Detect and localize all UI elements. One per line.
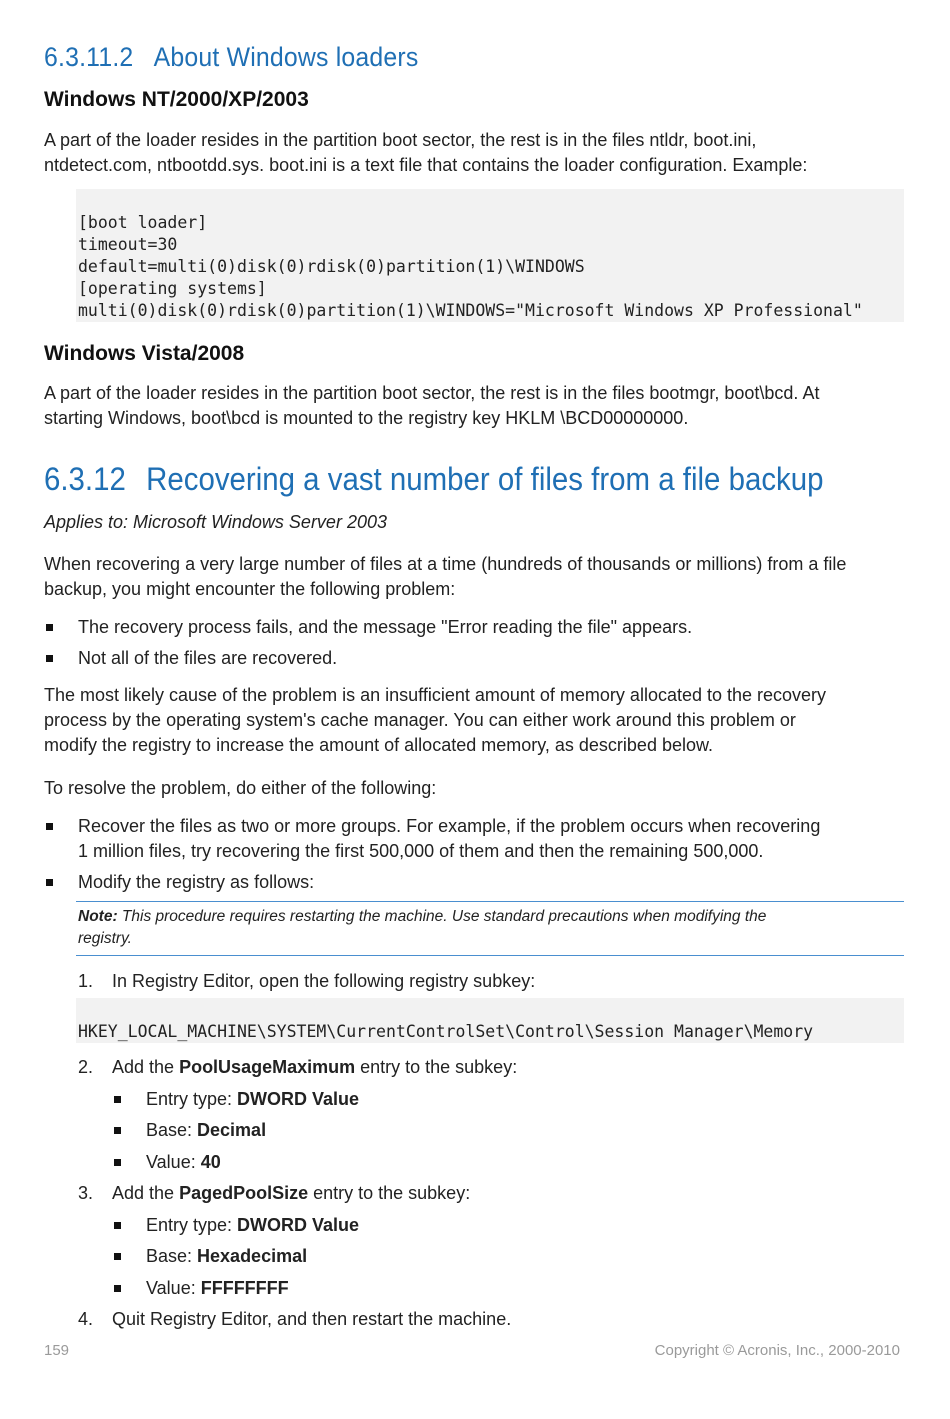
item-label: Base: (146, 1120, 198, 1140)
item-value: DWORD Value (237, 1089, 360, 1109)
section-heading-6-3-11-2 (44, 42, 418, 73)
list-item-text (146, 1150, 221, 1175)
resolve-intro: To resolve the problem, do either of the following: (44, 778, 437, 798)
step-text-part: Add the (112, 1057, 180, 1077)
step-text (112, 1181, 470, 1206)
code-line: multi(0)disk(0)rdisk(0)partition(1)\WINDOWS="Microsoft Windows XP Professional" (78, 301, 863, 320)
list-item (44, 814, 904, 864)
note-label: Note: (78, 908, 118, 925)
item-label: Entry type: (146, 1089, 238, 1109)
step-text: In Registry Editor, open the following registry subkey: (112, 971, 536, 991)
item-value: DWORD Value (237, 1215, 360, 1235)
bullet-icon (46, 624, 53, 631)
item-label: Base: (146, 1246, 198, 1266)
item-value: Hexadecimal (197, 1246, 308, 1266)
item-label: Value: (146, 1152, 201, 1172)
list-item-text: The recovery process fails, and the message "Error reading the file" appears. (78, 617, 693, 637)
bullet-icon (114, 1222, 121, 1229)
list-item-text (146, 1276, 289, 1301)
list-item-text (146, 1118, 266, 1143)
step-text (112, 1055, 517, 1080)
item-value: 40 (200, 1152, 221, 1172)
cause-paragraph (44, 683, 906, 758)
code-line: [boot loader] (78, 213, 208, 232)
step-text-part: entry to the subkey: (355, 1057, 518, 1077)
bullet-icon (114, 1159, 121, 1166)
bullet-icon (46, 823, 53, 830)
step-text-part: entry to the subkey: (308, 1183, 471, 1203)
code-line: [operating systems] (78, 279, 267, 298)
vista-paragraph (44, 381, 906, 431)
bullet-icon (114, 1096, 121, 1103)
step-text: Quit Registry Editor, and then restart the machine. (112, 1309, 512, 1329)
cause-line: The most likely cause of the problem is an insufficient amount of memory allocated to the recovery (44, 685, 827, 705)
step-number: 1. (78, 971, 94, 991)
nt-paragraph-line: ntdetect.com, ntbootdd.sys. boot.ini is a text file that contains the loader configuration. Example: (44, 155, 808, 175)
list-item-text (146, 1213, 359, 1238)
list-item-text: Not all of the files are recovered. (78, 648, 338, 668)
page-number: 159 (44, 1342, 70, 1359)
intro-line: When recovering a very large number of files at a time (hundreds of thousands or millions) from a file (44, 554, 847, 574)
option1-line: 1 million files, try recovering the first 500,000 of them and then the remaining 500,000. (78, 841, 764, 861)
item-value: Decimal (197, 1120, 267, 1140)
registry-key-code-block (76, 998, 904, 1043)
item-label: Value: (146, 1278, 201, 1298)
step-number: 4. (78, 1309, 94, 1329)
option1-line: Recover the files as two or more groups. For example, if the problem occurs when recovering (78, 816, 821, 836)
intro-paragraph (44, 552, 906, 602)
step-number: 2. (78, 1057, 94, 1077)
item-value: FFFFFFFF (200, 1278, 289, 1298)
vista-paragraph-line: starting Windows, boot\bcd is mounted to the registry key HKLM \BCD00000000. (44, 408, 689, 428)
copyright: Copyright © Acronis, Inc., 2000-2010 (654, 1342, 900, 1359)
applies-to: Applies to: Microsoft Windows Server 2003 (44, 512, 387, 532)
code-line: default=multi(0)disk(0)rdisk(0)partition(1)\WINDOWS (78, 257, 585, 276)
intro-line: backup, you might encounter the following problem: (44, 579, 456, 599)
step-number: 3. (78, 1183, 94, 1203)
bullet-icon (114, 1253, 121, 1260)
entry-name: PoolUsageMaximum (179, 1057, 356, 1077)
step-text-part: Add the (112, 1183, 180, 1203)
section-title: Recovering a vast number of files from a file backup (146, 461, 824, 497)
note-line: registry. (78, 930, 132, 947)
note-line: This procedure requires restarting the machine. Use standard precautions when modifying the (117, 908, 767, 925)
nt-heading: Windows NT/2000/XP/2003 (44, 88, 309, 111)
nt-paragraph (44, 128, 906, 178)
note-box (76, 901, 904, 956)
code-line: HKEY_LOCAL_MACHINE\SYSTEM\CurrentControlSet\Control\Session Manager\Memory (78, 1022, 814, 1041)
nt-paragraph-line: A part of the loader resides in the partition boot sector, the rest is in the files ntldr, boot.ini, (44, 130, 757, 150)
vista-heading: Windows Vista/2008 (44, 342, 245, 365)
list-item-text: Modify the registry as follows: (78, 872, 315, 892)
code-line: timeout=30 (78, 235, 178, 254)
cause-line: process by the operating system's cache manager. You can either work around this problem or (44, 710, 796, 730)
section-number: 6.3.11.2 (44, 42, 134, 72)
vista-paragraph-line: A part of the loader resides in the partition boot sector, the rest is in the files bootmgr, boot\bcd. At (44, 383, 820, 403)
bullet-icon (46, 655, 53, 662)
bullet-icon (114, 1285, 121, 1292)
boot-ini-code-block (76, 189, 904, 322)
list-item-text (146, 1244, 307, 1269)
entry-name: PagedPoolSize (179, 1183, 309, 1203)
bullet-icon (114, 1127, 121, 1134)
list-item-text (78, 814, 904, 864)
list-item-text (146, 1087, 359, 1112)
section-title: About Windows loaders (153, 42, 419, 72)
bullet-icon (46, 879, 53, 886)
cause-line: modify the registry to increase the amount of allocated memory, as described below. (44, 735, 713, 755)
section-heading-6-3-12 (44, 461, 824, 498)
section-number: 6.3.12 (44, 461, 126, 497)
item-label: Entry type: (146, 1215, 238, 1235)
note-text (78, 906, 878, 950)
